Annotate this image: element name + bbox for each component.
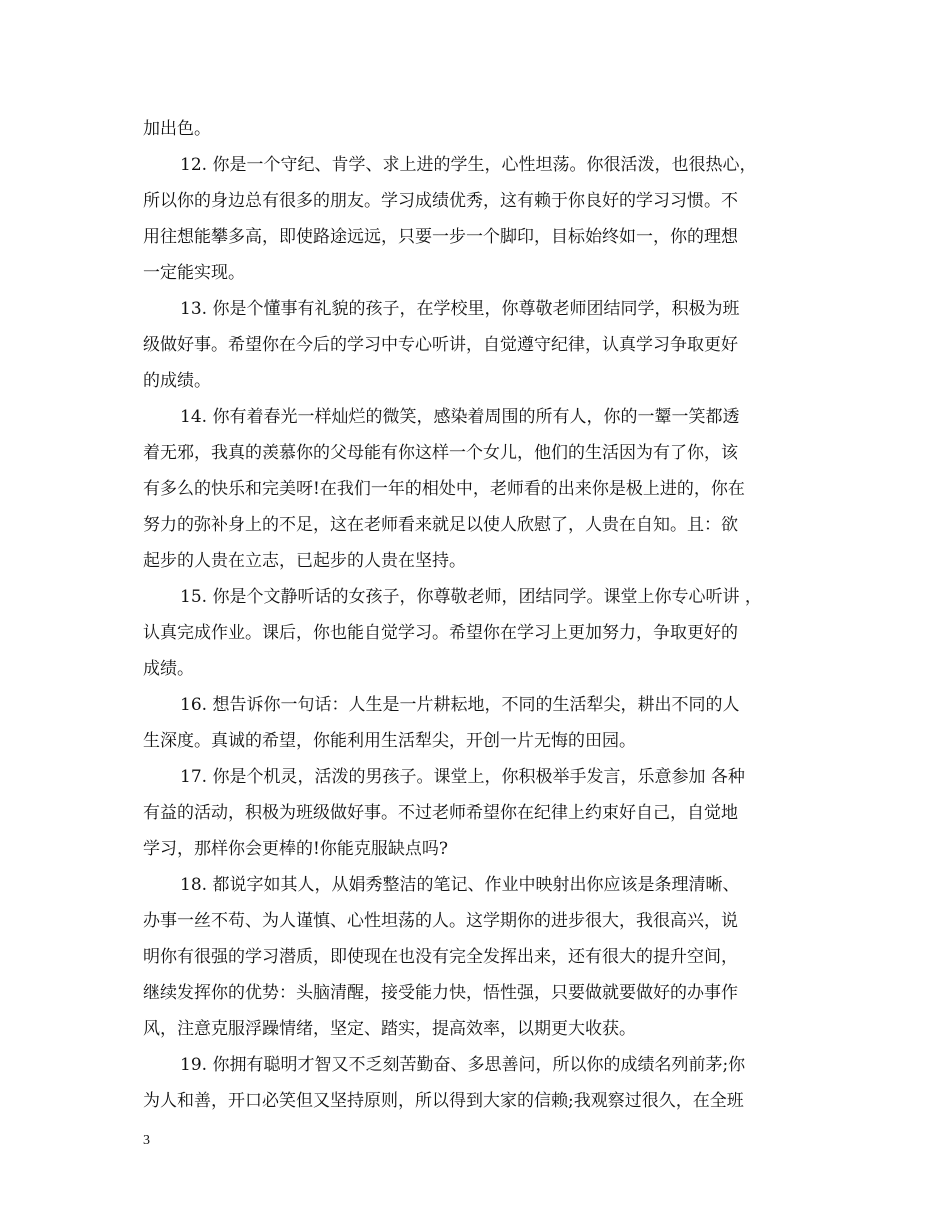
paragraph-12-line: 12. 你是一个守纪、肯学、求上进的学生，心性坦荡。你很活泼，也很热心， — [180, 155, 757, 175]
text-line: 风，注意克服浮躁情绪，坚定、踏实，提高效率，以期更大收获。 — [143, 1019, 636, 1039]
text-line: 生深度。真诚的希望，你能利用生活犁尖，开创一片无悔的田园。 — [143, 731, 636, 751]
text-line: 成绩。 — [143, 659, 194, 679]
text-line: 一定能实现。 — [143, 263, 245, 283]
text-line: 加出色。 — [143, 119, 211, 139]
paragraph-18-line: 18. 都说字如其人，从娟秀整洁的笔记、作业中映射出你应该是条理清晰、 — [180, 875, 740, 895]
text-line: 有益的活动，积极为班级做好事。不过老师希望你在纪律上约束好自己，自觉地 — [143, 803, 738, 823]
text-line: 努力的弥补身上的不足，这在老师看来就足以使人欣慰了，人贵在自知。且：欲 — [143, 515, 738, 535]
text-line: 级做好事。希望你在今后的学习中专心听讲，自觉遵守纪律，认真学习争取更好 — [143, 335, 738, 355]
paragraph-15-line: 15. 你是个文静听话的女孩子，你尊敬老师，团结同学。课堂上你专心听讲 ， — [180, 587, 762, 607]
paragraph-13-line: 13. 你是个懂事有礼貌的孩子，在学校里，你尊敬老师团结同学，积极为班 — [180, 299, 740, 319]
text-line: 所以你的身边总有很多的朋友。学习成绩优秀，这有赖于你良好的学习习惯。不 — [143, 191, 738, 211]
text-line: 用往想能攀多高，即使路途远远，只要一步一个脚印，目标始终如一，你的理想 — [143, 227, 738, 247]
text-line: 有多么的快乐和完美呀!在我们一年的相处中，老师看的出来你是极上进的，你在 — [143, 479, 745, 499]
text-line: 学习，那样你会更棒的!你能克服缺点吗? — [143, 839, 448, 859]
text-line: 继续发挥你的优势：头脑清醒，接受能力快，悟性强，只要做就要做好的办事作 — [143, 983, 738, 1003]
text-line: 认真完成作业。课后，你也能自觉学习。希望你在学习上更加努力，争取更好的 — [143, 623, 738, 643]
paragraph-16-line: 16. 想告诉你一句话：人生是一片耕耘地，不同的生活犁尖，耕出不同的人 — [180, 695, 740, 715]
text-line: 办事一丝不苟、为人谨慎、心性坦荡的人。这学期你的进步很大，我很高兴，说 — [143, 911, 738, 931]
paragraph-19-line: 19. 你拥有聪明才智又不乏刻苦勤奋、多思善问，所以你的成绩名列前茅;你 — [180, 1055, 746, 1075]
text-line: 着无邪，我真的羡慕你的父母能有你这样一个女儿，他们的生活因为有了你，该 — [143, 443, 738, 463]
text-line: 起步的人贵在立志，已起步的人贵在坚持。 — [143, 551, 466, 571]
text-line: 为人和善，开口必笑但又坚持原则，所以得到大家的信赖;我观察过很久，在全班 — [143, 1091, 744, 1111]
text-line: 明你有很强的学习潜质，即使现在也没有完全发挥出来，还有很大的提升空间， — [143, 947, 738, 967]
text-line: 的成绩。 — [143, 371, 211, 391]
page-number: 3 — [143, 1133, 150, 1148]
paragraph-17-line: 17. 你是个机灵，活泼的男孩子。课堂上，你积极举手发言，乐意参加 各种 — [180, 767, 745, 787]
paragraph-14-line: 14. 你有着春光一样灿烂的微笑，感染着周围的所有人，你的一颦一笑都透 — [180, 407, 740, 427]
